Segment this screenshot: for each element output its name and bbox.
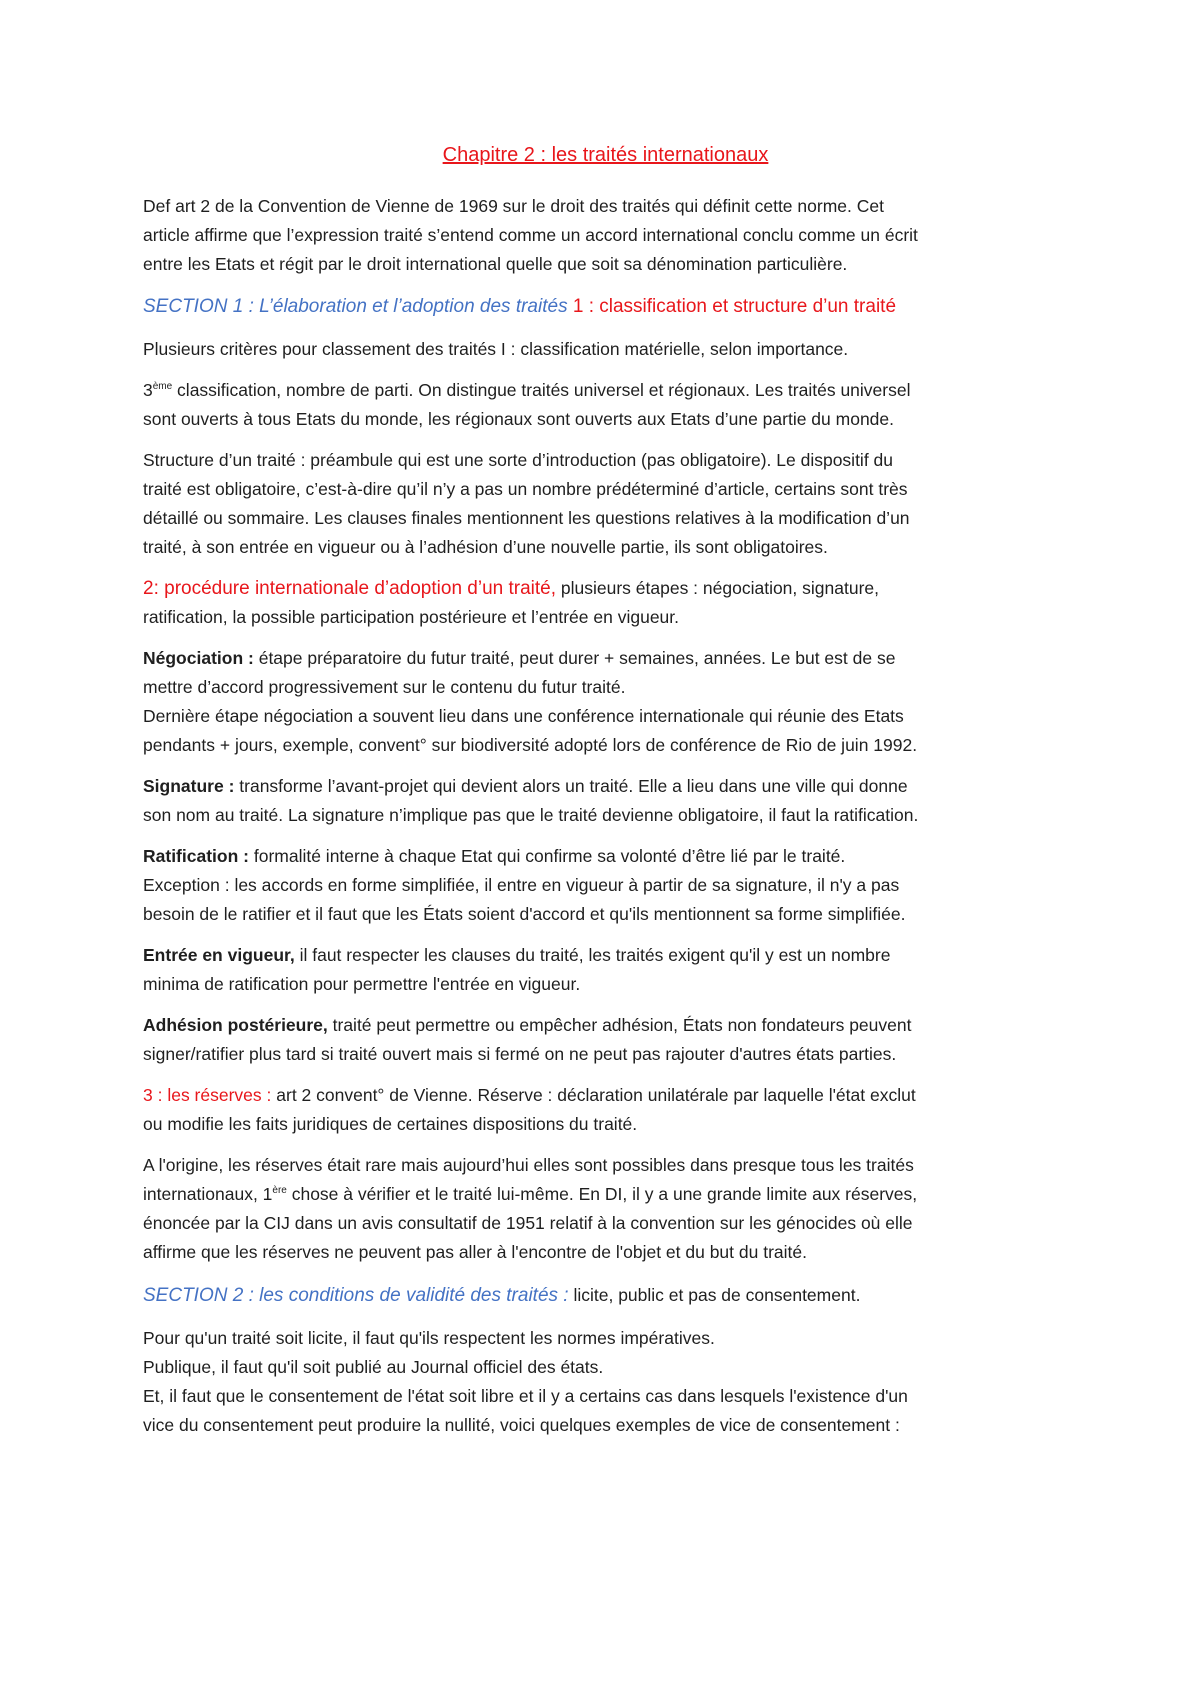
adhesion-line: signer/ratifier plus tard si traité ouvert mais si fermé on ne peut pas rajouter d'autres états parties.	[143, 1044, 897, 1064]
classification-line: sont ouverts à tous Etats du monde, les régionaux sont ouverts aux Etats d’une partie du monde.	[143, 409, 895, 429]
reserves-paragraph	[143, 1081, 1068, 1139]
ordinal-number: 3	[143, 380, 153, 400]
origine-text: chose à vérifier et le traité lui-même. En DI, il y a une grande limite aux réserves,	[286, 1184, 918, 1204]
classification-line	[143, 376, 1068, 405]
ordinal-suffix: ère	[272, 1185, 287, 1197]
chapter-title: Chapitre 2 : les traités internationaux	[442, 144, 769, 166]
structure-line: Structure d’un traité : préambule qui est une sorte d’introduction (pas obligatoire). Le dispositif du	[143, 450, 894, 470]
structure-paragraph	[143, 446, 1068, 562]
final-line: Publique, il faut qu'il soit publié au Journal officiel des états.	[143, 1357, 604, 1377]
ratification-text: formalité interne à chaque Etat qui confirme sa volonté d’être lié par le traité.	[248, 846, 846, 866]
final-line: Et, il faut que le consentement de l'état soit libre et il y a certains cas dans lesquels l'existence d'un	[143, 1386, 908, 1406]
signature-line: son nom au traité. La signature n’implique pas que le traité devienne obligatoire, il faut la ratification.	[143, 805, 919, 825]
reserves-line	[143, 1081, 1068, 1110]
structure-line: traité, à son entrée en vigueur ou à l’adhésion d’une nouvelle partie, ils sont obligatoires.	[143, 537, 828, 557]
criteres-line: Plusieurs critères pour classement des traités I : classification matérielle, selon importance.	[143, 339, 849, 359]
structure-line: détaillé ou sommaire. Les clauses finales mentionnent les questions relatives à la modification d’un	[143, 508, 910, 528]
final-line: vice du consentement peut produire la nullité, voici quelques exemples de vice de consentement :	[143, 1415, 900, 1435]
negociation-line: pendants + jours, exemple, convent° sur biodiversité adopté lors de conférence de Rio de juin 1992.	[143, 735, 918, 755]
signature-term: Signature :	[143, 776, 235, 796]
intro-line: entre les Etats et régit par le droit international quelle que soit sa dénomination particulière.	[143, 254, 848, 274]
adhesion-text: traité peut permettre ou empêcher adhésion, États non fondateurs peuvent	[327, 1015, 912, 1035]
entree-term: Entrée en vigueur,	[143, 945, 295, 965]
section-1-label: SECTION 1 : L’élaboration et l’adoption des traités	[143, 296, 568, 317]
origine-line: affirme que les réserves ne peuvent pas aller à l'encontre de l'objet et du but du traité.	[143, 1242, 807, 1262]
ratification-paragraph	[143, 842, 1068, 929]
procedure-line	[143, 574, 1068, 603]
adhesion-line	[143, 1011, 1068, 1040]
classification-paragraph	[143, 376, 1068, 434]
criteres-paragraph	[143, 335, 1068, 364]
origine-line: A l'origine, les réserves était rare mais aujourd’hui elles sont possibles dans presque tous les traités	[143, 1155, 914, 1175]
classification-text: classification, nombre de parti. On distingue traités universel et régionaux. Les traités universel	[172, 380, 911, 400]
ratification-line: besoin de le ratifier et il faut que les États soient d'accord et qu'ils mentionnent sa forme simplifiée.	[143, 904, 906, 924]
entree-line: minima de ratification pour permettre l'entrée en vigueur.	[143, 974, 581, 994]
procedure-text: plusieurs étapes : négociation, signature,	[556, 578, 879, 598]
entree-line	[143, 941, 1068, 970]
subsection-1-label: 1 : classification et structure d’un traité	[572, 296, 897, 317]
origine-line	[143, 1180, 1068, 1209]
section-2-label: SECTION 2 : les conditions de validité des traités :	[143, 1285, 569, 1306]
section-2-heading	[143, 1279, 1068, 1312]
negociation-term: Négociation :	[143, 648, 254, 668]
ratification-term: Ratification :	[143, 846, 249, 866]
section-1-heading	[143, 291, 1068, 323]
reserves-text: art 2 convent° de Vienne. Réserve : déclaration unilatérale par laquelle l'état exclut	[271, 1085, 916, 1105]
adhesion-term: Adhésion postérieure,	[143, 1015, 328, 1035]
structure-line: traité est obligatoire, c’est-à-dire qu’il n’y a pas un nombre prédéterminé d’article, certains sont très	[143, 479, 908, 499]
intro-paragraph	[143, 192, 1068, 279]
intro-line: Def art 2 de la Convention de Vienne de 1969 sur le droit des traités qui définit cette norme. Cet	[143, 196, 884, 216]
intro-line: article affirme que l’expression traité s’entend comme un accord international conclu comme un écrit	[143, 225, 918, 245]
origine-text: internationaux, 1	[143, 1184, 273, 1204]
procedure-paragraph	[143, 574, 1068, 632]
subsection-3-label: 3 : les réserves :	[143, 1085, 272, 1105]
ratification-line	[143, 842, 1068, 871]
subsection-2-label: 2: procédure internationale d’adoption d’un traité,	[143, 578, 557, 599]
negociation-line: Dernière étape négociation a souvent lieu dans une conférence internationale qui réunie des Etats	[143, 706, 904, 726]
negociation-line: mettre d’accord progressivement sur le contenu du futur traité.	[143, 677, 626, 697]
final-line: Pour qu'un traité soit licite, il faut qu'ils respectent les normes impératives.	[143, 1328, 715, 1348]
signature-line	[143, 772, 1068, 801]
ordinal-suffix: ème	[152, 381, 173, 393]
document-page	[143, 140, 1068, 1452]
negociation-line	[143, 644, 1068, 673]
origine-paragraph	[143, 1151, 1068, 1267]
adhesion-paragraph	[143, 1011, 1068, 1069]
entree-text: il faut respecter les clauses du traité, les traités exigent qu'il y est un nombre	[294, 945, 891, 965]
negociation-text: étape préparatoire du futur traité, peut durer + semaines, années. Le but est de se	[253, 648, 896, 668]
entree-paragraph	[143, 941, 1068, 999]
origine-line: énoncée par la CIJ dans un avis consultatif de 1951 relatif à la convention sur les génocides où elle	[143, 1213, 913, 1233]
ratification-line: Exception : les accords en forme simplifiée, il entre en vigueur à partir de sa signature, il n'y a pas	[143, 875, 900, 895]
signature-text: transforme l’avant-projet qui devient alors un traité. Elle a lieu dans une ville qui donne	[234, 776, 908, 796]
final-paragraph	[143, 1324, 1068, 1440]
reserves-line: ou modifie les faits juridiques de certaines dispositions du traité.	[143, 1114, 638, 1134]
section-2-text: licite, public et pas de consentement.	[568, 1285, 861, 1305]
signature-paragraph	[143, 772, 1068, 830]
procedure-line: ratification, la possible participation postérieure et l’entrée en vigueur.	[143, 607, 680, 627]
negociation-paragraph	[143, 644, 1068, 760]
